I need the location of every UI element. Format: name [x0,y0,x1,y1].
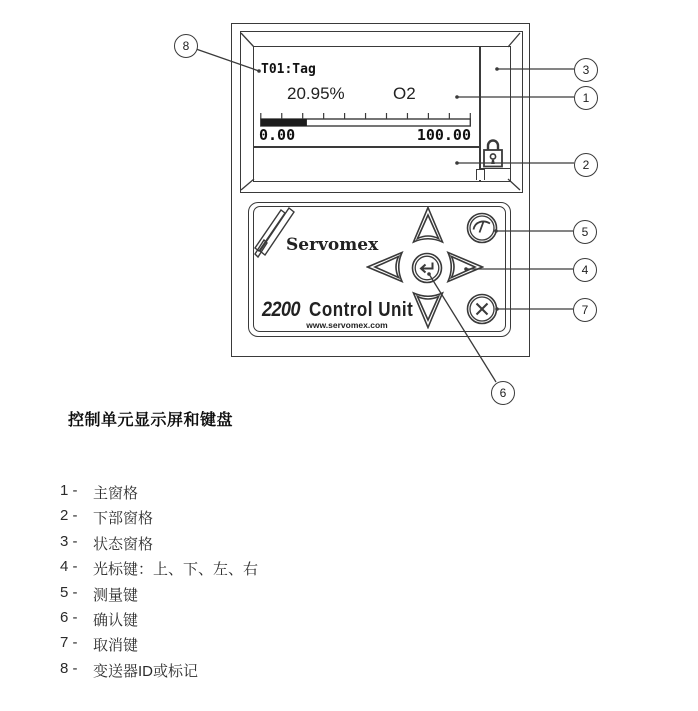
legend-item [60,660,258,685]
legend-item-number: 1 - [60,482,78,499]
display-screen [253,46,511,182]
legend-item-number: 5 - [60,583,78,601]
legend-item [60,584,258,609]
legend-item-label: 光标键：上、下、左、右 [93,561,259,579]
callout-5: 5 [573,220,597,244]
cancel-key [466,293,498,325]
legend-item [60,558,258,583]
legend-item-label: 确认键 [93,611,139,629]
bar-gauge-fill [261,119,307,126]
legend-item [60,482,258,507]
model-title [262,297,413,322]
legend-item-number: 4 - [60,558,78,576]
legend-item [60,533,258,558]
lower-pane-divider [254,146,480,148]
bar-gauge-scale [259,126,471,144]
website-url: www.servomex.com [306,320,388,330]
legend-item-label: 变送器ID或标记 [93,662,199,680]
callout-8: 8 [174,34,198,58]
legend-item [60,634,258,659]
callout-3: 3 [574,58,598,82]
left-arrow-key [366,251,404,283]
padlock-icon [482,137,504,169]
legend-list [60,482,258,685]
legend-item-number: 8 - [60,659,78,677]
legend-item-label: 下部窗格 [93,510,154,528]
callout-1: 1 [574,86,598,110]
legend-item-number: 7 - [60,634,78,652]
legend-item-number: 3 - [60,532,78,550]
callout-4: 4 [573,258,597,282]
transmitter-tag: T01:Tag [261,62,316,77]
model-number: 2200 [262,297,301,321]
callout-6: 6 [491,381,515,405]
up-arrow-key [412,206,444,244]
right-arrow-key [446,251,484,283]
bar-scale-min: 0.00 [259,126,296,144]
bar-scale-max: 100.00 [416,126,471,144]
measurement-value: 20.95% [287,84,345,103]
legend-item-label: 取消键 [93,637,139,655]
callout-2: 2 [574,153,598,177]
down-arrow-key [412,291,444,329]
legend-item-label: 测量键 [93,586,139,604]
callout-7: 7 [573,298,597,322]
legend-item [60,609,258,634]
legend-item-number: 6 - [60,608,78,626]
status-pane-tab [476,169,485,180]
figure-caption: 控制单元显示屏和键盘 [68,412,234,429]
enter-key [411,252,443,284]
legend-item-label: 状态窗格 [93,535,154,553]
brand-name: Servomex [286,235,379,255]
product-name: Control Unit [309,298,414,321]
legend-item-label: 主窗格 [93,485,139,502]
status-pane-divider [479,47,481,181]
legend-item-number: 2 - [60,507,78,525]
gas-name: O2 [393,84,416,103]
legend-item [60,507,258,532]
measure-key [466,212,498,244]
